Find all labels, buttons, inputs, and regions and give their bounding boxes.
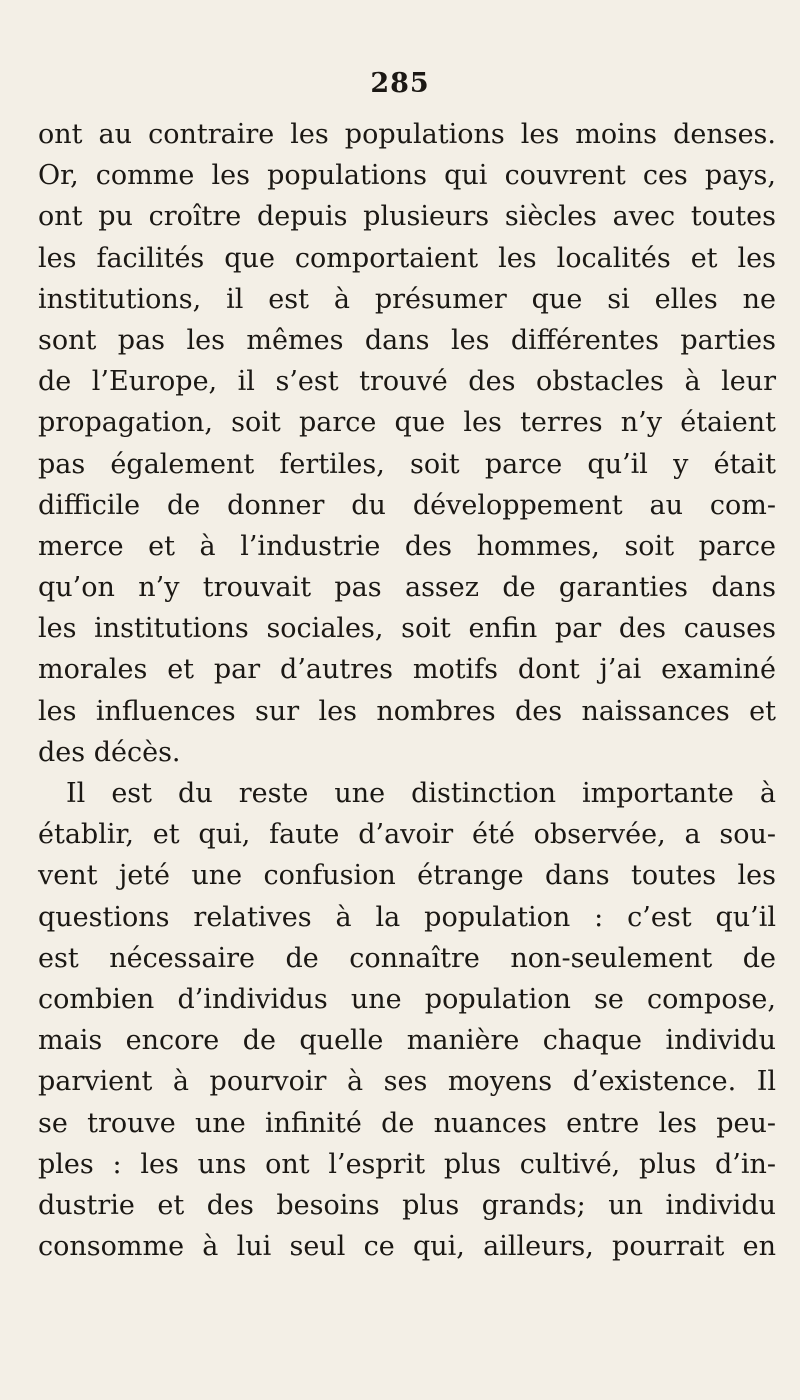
text-line: les influences sur les nombres des naissances et	[38, 695, 776, 727]
body-text	[38, 114, 776, 1267]
text-line: vent jeté une confusion étrange dans toutes les	[38, 860, 776, 892]
text-line: combien d’individus une population se compose,	[38, 983, 776, 1015]
text-line: morales et par d’autres motifs dont j’ai examiné	[38, 654, 776, 686]
text-line: se trouve une infinité de nuances entre les peu-	[38, 1107, 776, 1139]
text-line: les facilités que comportaient les localités et les	[38, 242, 776, 274]
text-line: les institutions sociales, soit enfin par des causes	[38, 613, 776, 645]
text-line: sont pas les mêmes dans les différentes parties	[38, 324, 776, 356]
text-line: difficile de donner du développement au com-	[38, 489, 776, 521]
paragraph-end-line: des décès.	[38, 736, 181, 768]
text-line: ples : les uns ont l’esprit plus cultivé, plus d’in-	[38, 1148, 776, 1180]
text-line: de l’Europe, il s’est trouvé des obstacles à leur	[38, 366, 776, 398]
text-line: est nécessaire de connaître non-seulement de	[38, 942, 776, 974]
text-line: ont au contraire les populations les moins denses.	[38, 119, 776, 150]
text-line: questions relatives à la population : c’est qu’il	[38, 901, 776, 933]
text-line: consomme à lui seul ce qui, ailleurs, pourrait en	[38, 1231, 776, 1263]
text-line: dustrie et des besoins plus grands; un individu	[38, 1189, 776, 1221]
text-line: parvient à pourvoir à ses moyens d’existence. Il	[38, 1066, 776, 1098]
text-line: Or, comme les populations qui couvrent ces pays,	[38, 160, 776, 192]
text-line: mais encore de quelle manière chaque individu	[38, 1025, 776, 1057]
text-line: ont pu croître depuis plusieurs siècles avec toutes	[38, 201, 776, 233]
text-line: qu’on n’y trouvait pas assez de garanties dans	[38, 572, 776, 604]
text-line: établir, et qui, faute d’avoir été observée, a sou-	[38, 819, 776, 851]
text-line: institutions, il est à présumer que si elles ne	[38, 283, 776, 315]
text-line: merce et à l’industrie des hommes, soit parce	[38, 530, 776, 562]
text-line: pas également fertiles, soit parce qu’il y était	[38, 448, 776, 480]
page-number: 285	[370, 68, 430, 99]
text-line: propagation, soit parce que les terres n’y étaient	[38, 407, 776, 439]
paragraph-start-line: Il est du reste une distinction importante à	[66, 778, 776, 809]
